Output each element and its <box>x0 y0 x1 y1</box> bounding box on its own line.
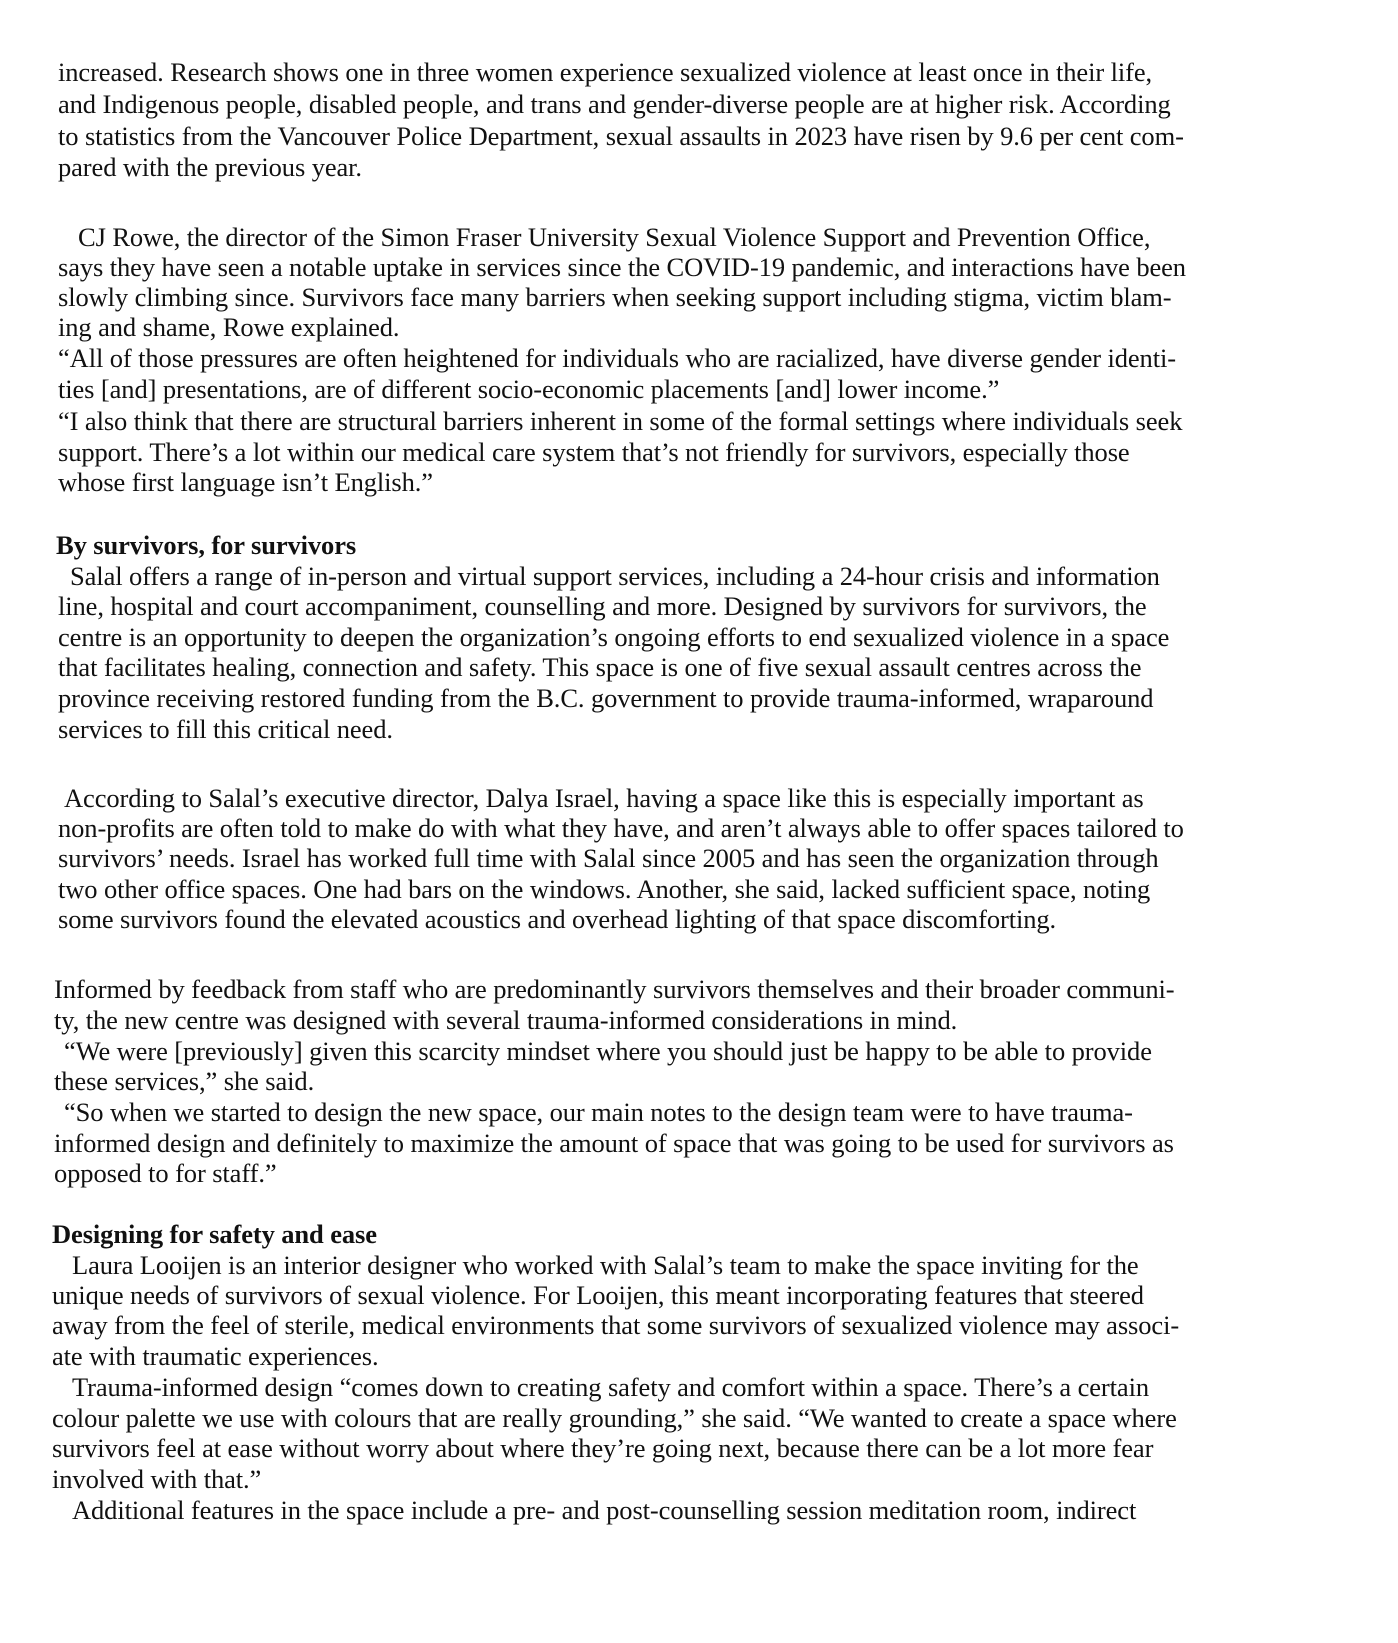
text-line: Additional features in the space include a pre- and post-counselling session meditation room, indirect <box>72 1495 1137 1525</box>
text-line: colour palette we use with colours that are really grounding,” she said. “We wanted to create a space where <box>52 1403 1177 1433</box>
text-line: centre is an opportunity to deepen the organization’s ongoing efforts to end sexualized violence in a space <box>58 622 1170 652</box>
text-line: survivors’ needs. Israel has worked full time with Salal since 2005 and has seen the organization through <box>58 843 1159 873</box>
section-heading: By survivors, for survivors <box>56 530 357 560</box>
text-line: Laura Looijen is an interior designer who worked with Salal’s team to make the space inviting for the <box>72 1250 1139 1280</box>
text-line: opposed to for staff.” <box>54 1158 277 1188</box>
text-line: some survivors found the elevated acoustics and overhead lighting of that space discomforting. <box>58 904 1057 934</box>
text-line: ty, the new centre was designed with several trauma-informed considerations in mind. <box>54 1005 958 1035</box>
text-line: According to Salal’s executive director, Dalya Israel, having a space like this is especially important as <box>64 783 1144 813</box>
text-line: Informed by feedback from staff who are predominantly survivors themselves and their broader communi- <box>54 974 1175 1004</box>
text-line: informed design and definitely to maximize the amount of space that was going to be used for survivors as <box>54 1128 1174 1158</box>
text-line: that facilitates healing, connection and safety. This space is one of five sexual assault centres across the <box>58 652 1142 682</box>
text-line: ties [and] presentations, are of different socio-economic placements [and] lower income.” <box>58 374 1000 404</box>
text-line: province receiving restored funding from the B.C. government to provide trauma-informed, wraparound <box>58 683 1154 713</box>
text-line: services to fill this critical need. <box>58 714 393 744</box>
text-line: away from the feel of sterile, medical environments that some survivors of sexualized violence may associ- <box>52 1310 1180 1340</box>
text-line: these services,” she said. <box>54 1066 315 1096</box>
text-line: Salal offers a range of in-person and virtual support services, including a 24-hour crisis and information <box>70 561 1160 591</box>
text-line: involved with that.” <box>52 1464 262 1494</box>
text-line: non-profits are often told to make do with what they have, and aren’t always able to offer spaces tailored to <box>58 813 1184 843</box>
text-line: unique needs of survivors of sexual violence. For Looijen, this meant incorporating features that steered <box>52 1280 1144 1310</box>
text-line: and Indigenous people, disabled people, and trans and gender-diverse people are at higher risk. According <box>58 89 1171 119</box>
text-line: CJ Rowe, the director of the Simon Fraser University Sexual Violence Support and Prevention Office, <box>78 222 1151 252</box>
text-line: slowly climbing since. Survivors face many barriers when seeking support including stigma, victim blam- <box>58 282 1172 312</box>
text-line: increased. Research shows one in three women experience sexualized violence at least once in their life, <box>58 57 1153 87</box>
text-line: whose first language isn’t English.” <box>58 467 433 497</box>
text-line: ate with traumatic experiences. <box>52 1341 379 1371</box>
text-line: Trauma-informed design “comes down to creating safety and comfort within a space. There’s a certain <box>72 1372 1149 1402</box>
text-line: ing and shame, Rowe explained. <box>58 312 400 342</box>
text-line: to statistics from the Vancouver Police Department, sexual assaults in 2023 have risen by 9.6 per cent com- <box>58 121 1184 151</box>
text-line: pared with the previous year. <box>58 152 362 182</box>
text-line: line, hospital and court accompaniment, counselling and more. Designed by survivors for survivors, the <box>58 591 1147 621</box>
text-line: “All of those pressures are often heightened for individuals who are racialized, have diverse gender identi- <box>58 343 1176 373</box>
text-line: says they have seen a notable uptake in services since the COVID-19 pandemic, and interactions have been <box>58 252 1186 282</box>
text-line: two other office spaces. One had bars on the windows. Another, she said, lacked sufficient space, noting <box>58 874 1151 904</box>
text-line: survivors feel at ease without worry about where they’re going next, because there can be a lot more fear <box>52 1433 1154 1463</box>
text-line: “So when we started to design the new space, our main notes to the design team were to have trauma- <box>64 1097 1133 1127</box>
text-line: “We were [previously] given this scarcity mindset where you should just be happy to be able to provide <box>64 1036 1152 1066</box>
text-line: “I also think that there are structural barriers inherent in some of the formal settings where individuals seek <box>58 406 1183 436</box>
section-heading: Designing for safety and ease <box>52 1219 377 1249</box>
text-line: support. There’s a lot within our medical care system that’s not friendly for survivors, especially those <box>58 437 1130 467</box>
